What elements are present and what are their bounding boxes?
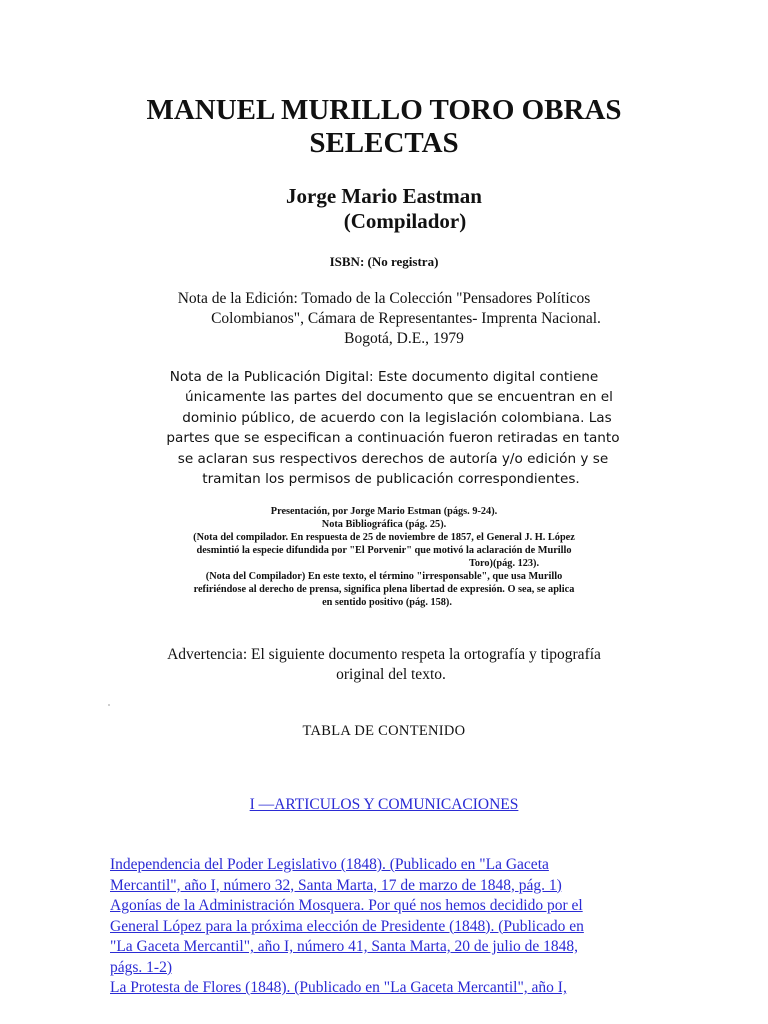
withdrawn-part-line: Toro)(pág. 123). — [468, 558, 540, 569]
toc-link[interactable]: Mercantil", año I, número 32, Santa Marta, 17 de marzo de 1848, pág. 1) — [110, 876, 562, 894]
warning-line: Advertencia: El siguiente documento respeta la ortografía y tipografía — [167, 646, 601, 663]
toc-entry-line — [110, 937, 670, 958]
digital-note-line: únicamente las partes del documento que se encuentran en el — [185, 389, 613, 406]
toc-list — [110, 855, 670, 999]
page-speck — [108, 704, 110, 706]
toc-entry — [110, 978, 670, 999]
withdrawn-part-line: refiriéndose al derecho de prensa, significa plena libertad de expresión. O sea, se aplica — [193, 584, 575, 595]
toc-entry — [110, 896, 670, 978]
warning-note — [100, 645, 668, 685]
digital-note-line: se aclaran sus respectivos derechos de autoría y/o edición y se — [177, 450, 609, 467]
toc-entry-line — [110, 896, 670, 917]
toc-link[interactable]: General López para la próxima elección de Presidente (1848). (Publicado en — [110, 917, 584, 935]
author-name: Jorge Mario Eastman — [286, 184, 482, 208]
edition-note-line: Nota de la Edición: Tomado de la Colección "Pensadores Políticos — [177, 290, 591, 307]
toc-entry-line — [110, 958, 670, 979]
toc-link[interactable]: La Protesta de Flores (1848). (Publicado en "La Gaceta Mercantil", año I, — [110, 979, 567, 996]
digital-note-line: Nota de la Publicación Digital: Este documento digital contiene — [169, 369, 599, 385]
toc-entry-line — [110, 978, 670, 999]
toc-link[interactable]: Agonías de la Administración Mosquera. Por qué nos hemos decidido por el — [110, 897, 583, 914]
withdrawn-part-line: (Nota del Compilador) En este texto, el término "irresponsable", que usa Murillo — [205, 571, 563, 582]
toc-link[interactable]: "La Gaceta Mercantil", año I, número 41, Santa Marta, 20 de julio de 1848, — [110, 938, 579, 955]
edition-note-line: Bogotá, D.E., 1979 — [344, 330, 464, 347]
withdrawn-part-line: (Nota del compilador. En respuesta de 25 de noviembre de 1857, el General J. H. López — [193, 532, 575, 543]
toc-entry — [110, 855, 670, 896]
toc-heading: TABLA DE CONTENIDO — [302, 723, 466, 739]
toc-entry-line — [110, 917, 670, 938]
warning-line: original del texto. — [336, 666, 446, 683]
edition-note — [110, 289, 658, 349]
toc-link[interactable]: Independencia del Poder Legislativo (1848). (Publicado en "La Gaceta — [110, 856, 549, 873]
author-role: (Compilador) — [343, 209, 467, 233]
digital-publication-note — [110, 367, 658, 489]
withdrawn-part-line: Nota Bibliográfica (pág. 25). — [321, 519, 447, 530]
withdrawn-part-line: en sentido positivo (pág. 158). — [322, 597, 452, 608]
author-block — [200, 184, 568, 234]
isbn-line: ISBN: (No registra) — [329, 254, 439, 269]
withdrawn-part-line: Presentación, por Jorge Mario Estman (págs. 9-24). — [270, 506, 498, 517]
digital-note-line: partes que se especifican a continuación fueron retiradas en tanto — [166, 430, 620, 447]
withdrawn-part-line: desmintió la especie difundida por "El Porvenir" que motivó la aclaración de Murillo — [196, 545, 572, 556]
edition-note-line: Colombianos", Cámara de Representantes- Imprenta Nacional. — [211, 310, 601, 327]
section-link-articulos[interactable]: I —ARTICULOS Y COMUNICACIONES — [249, 796, 519, 813]
digital-note-line: tramitan los permisos de publicación correspondientes. — [202, 471, 580, 488]
withdrawn-parts-list — [150, 505, 618, 609]
document-title: MANUEL MURILLO TORO OBRAS SELECTAS — [146, 94, 622, 159]
toc-entry-line — [110, 855, 670, 876]
section-heading — [200, 796, 568, 814]
toc-link[interactable]: págs. 1-2) — [110, 958, 172, 976]
digital-note-line: dominio público, de acuerdo con la legislación colombiana. Las — [182, 409, 612, 426]
toc-entry-line — [110, 876, 670, 897]
